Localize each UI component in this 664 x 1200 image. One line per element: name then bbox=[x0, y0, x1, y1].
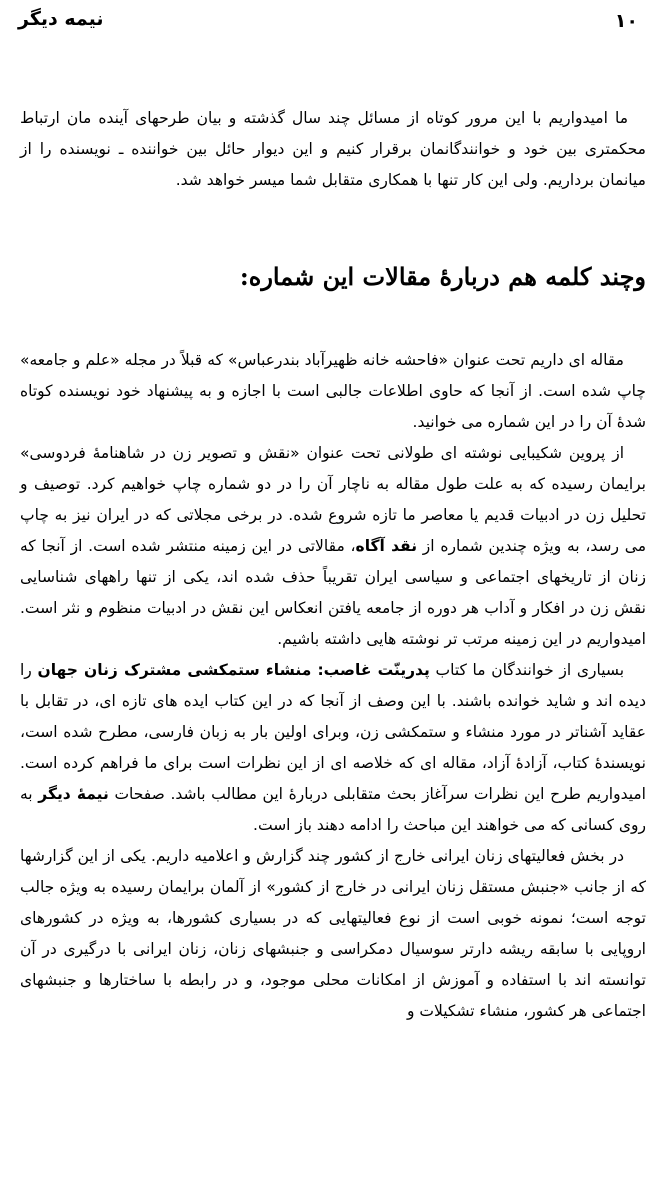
intro-paragraph: ما امیدواریم با این مرور کوتاه از مسائل چند سال گذشته و بیان طرحهای آینده مان ارتباط محکمتری بین خود و خوانندگانمان برقرار کنیم و این دیوار حائل بین خواننده ـ نویسنده را از میانمان برداریم. ولی این کار تنها با همکاری متقابل شما میسر خواهد شد. bbox=[20, 109, 646, 189]
paragraph-3-text-b: را دیده اند و شاید خوانده باشند. با این وصف از آنجا که در این کتاب ایده های تازه ای، در تقابل با عقاید آشناتر در مورد منشاء و ستمکشی زن، وبرای اولین بار به زبان فارسی، مطرح شده است، نویسندهٔ کتاب، آزادهٔ آزاد، مقاله ای که خلاصه ای از این نظرات است برای ما فراهم کرده است. امیدواریم طرح این نظرات سرآغاز بحث متقابلی دربارهٔ این مطالب باشد. صفحات bbox=[20, 661, 646, 803]
article-paragraph-1: مقاله ای داریم تحت عنوان «فاحشه خانه ظهیرآباد بندرعباس» که قبلاً در مجله «علم و جامعه» چاپ شده است. از آنجا که حاوی اطلاعات جالبی است با اجازه و به پیشنهاد خود نویسنده کوتاه شدهٔ آن را در این شماره می خوانید. bbox=[20, 351, 646, 431]
book-title: پدرینّت غاصب: منشاء ستمکشی مشترک زنان جهان bbox=[37, 661, 430, 679]
running-head bbox=[16, 6, 648, 36]
page-number: ۱۰ bbox=[614, 10, 638, 32]
intro-section bbox=[20, 103, 646, 196]
paragraph-2-text-a: از پروین شکیبایی نوشته ای طولانی تحت عنوان «نقش و تصویر زن در شاهنامهٔ فردوسی» برایمان رسیده که به علت طول مقاله به ناچار آن را در دو شماره چاپ خواهیم کرد. توصیف و تحلیل زن در ادبیات قدیم یا معاصر ما تازه شروع شده. در برخی مجلاتی که در ایران نیز به چاپ می رسد، به ویژه چندین شماره از bbox=[20, 444, 646, 555]
paragraph-3-text-a: بسیاری از خوانندگان ما کتاب bbox=[429, 661, 625, 679]
article-paragraph-3 bbox=[20, 655, 646, 841]
journal-title: نیمه دیگر bbox=[18, 8, 104, 30]
paragraph-2-text-b: ، مقالاتی در این زمینه منتشر شده است. از آنجا که زنان از تاریخهای اجتماعی و سیاسی ایران تقریباً حذف شده اند، یکی از تنها راههای شناسایی نقش زن در افکار و آداب هر دوره از جامعه یافتن انعکاس این نقش در ادبیات منظوم و نثر است. امیدواریم در این زمینه مرتب تر نوشته هایی داشته باشیم. bbox=[20, 537, 646, 648]
articles-section bbox=[20, 345, 646, 1027]
journal-name-inline: نیمهٔ دیگر bbox=[38, 785, 109, 803]
article-paragraph-4: در بخش فعالیتهای زنان ایرانی خارج از کشور چند گزارش و اعلامیه داریم. یکی از این گزارشها که از جانب «جنبش مستقل زنان ایرانی در خارج از کشور» از آلمان برایمان رسیده به ویژه جالب توجه است؛ نمونه خوبی است از نوع فعالیتهایی که در بسیاری کشورها، به ویژه در کشورهای اروپایی با سابقه ریشه دارتر سوسیال دمکراسی و جنبشهای زنان، زنان ایرانی با درگیری در آن توانسته اند با استفاده و آموزش از امکانات محلی موجود، و در رابطه با ساختارها و جنبشهای اجتماعی هر کشور، منشاء تشکیلات و bbox=[20, 847, 646, 1020]
article-paragraph-2 bbox=[20, 438, 646, 655]
section-heading: وچند کلمه هم دربارهٔ مقالات این شماره: bbox=[239, 262, 646, 291]
naqd-agah-title: نقد آگاه bbox=[355, 537, 418, 555]
paragraph-3-text-c: به روی کسانی که می خواهند این مباحث را ادامه دهند باز است. bbox=[20, 785, 646, 834]
